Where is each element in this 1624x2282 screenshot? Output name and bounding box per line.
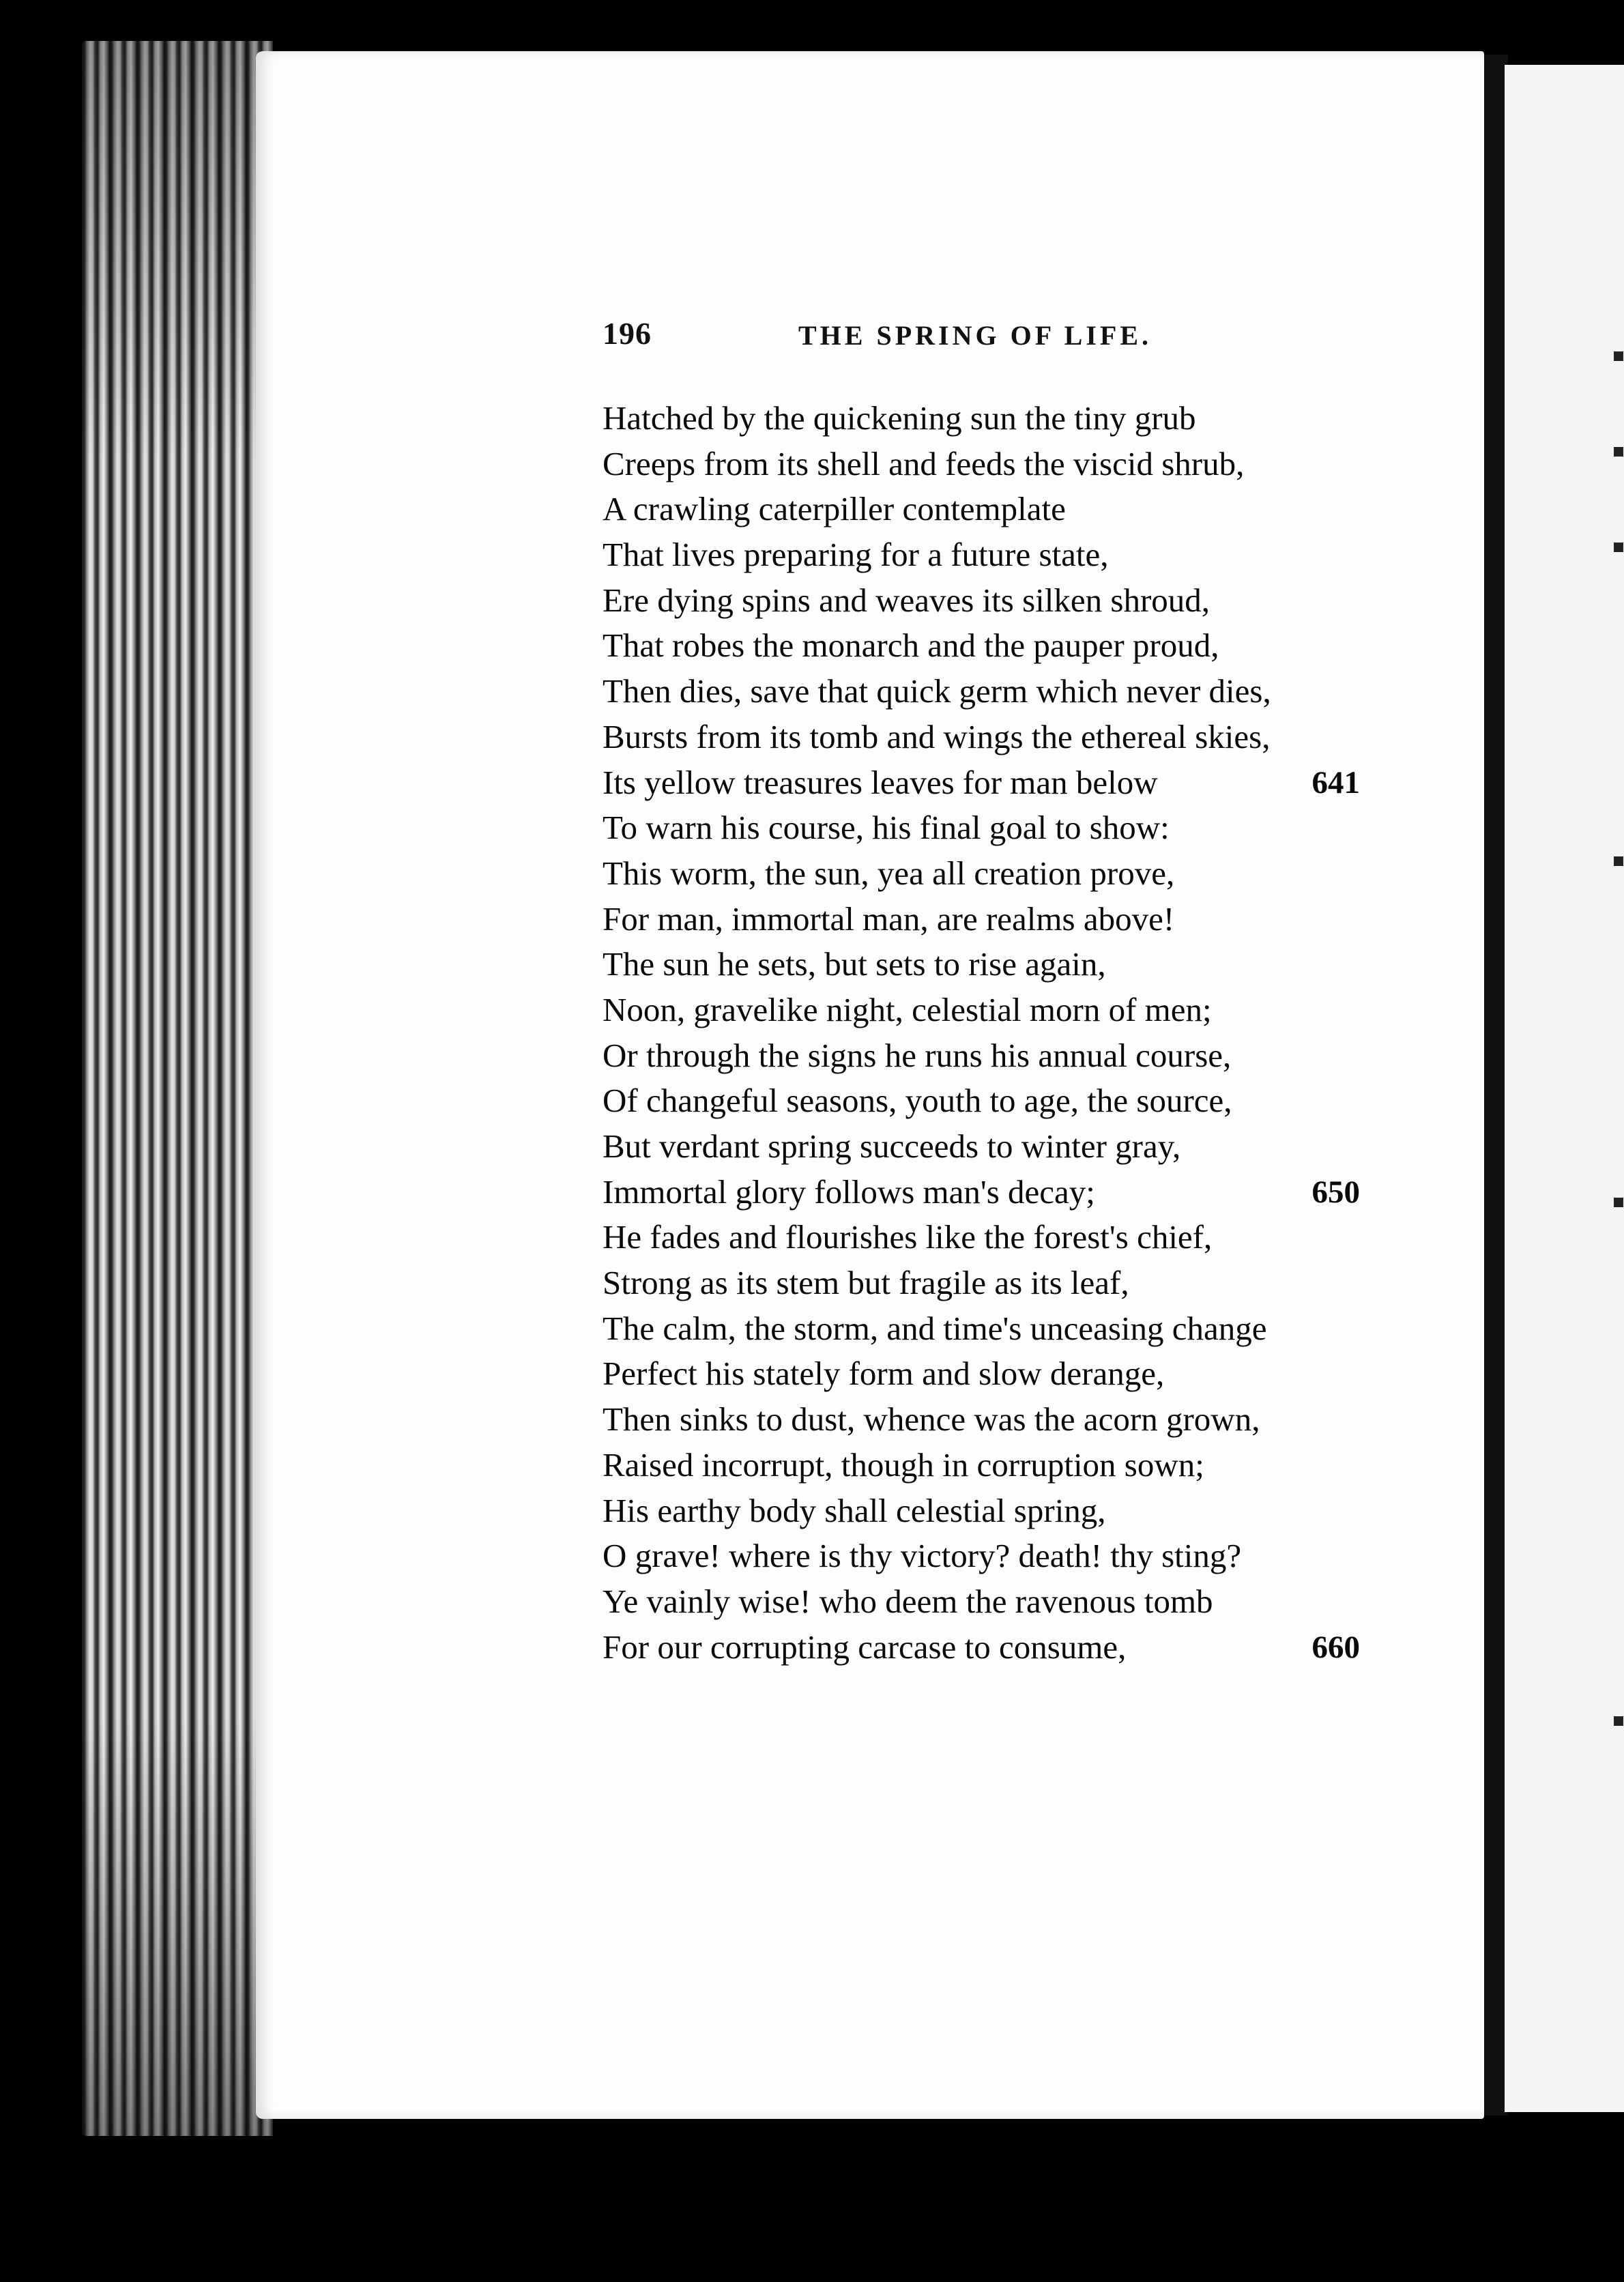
page-number: 196	[603, 316, 652, 351]
poem-line-text: For our corrupting carcase to consume,	[603, 1628, 1127, 1666]
poem-line	[603, 669, 1374, 714]
poem-line-text: Of changeful seasons, youth to age, the source,	[603, 1082, 1232, 1120]
poem-line	[603, 1443, 1374, 1488]
poem-line-text: Then sinks to dust, whence was the acorn grown,	[603, 1400, 1260, 1439]
poem-line	[603, 532, 1374, 578]
poem-line	[603, 1078, 1374, 1124]
poem-line	[603, 897, 1374, 942]
poem-line-text: For man, immortal man, are realms above!	[603, 899, 1175, 938]
poem-line-text: That robes the monarch and the pauper proud,	[603, 626, 1219, 665]
poem-line	[603, 623, 1374, 669]
poem-line-text: That lives preparing for a future state,	[603, 536, 1109, 574]
poem-line	[603, 851, 1374, 897]
running-title: THE SPRING OF LIFE.	[798, 320, 1152, 351]
book-gutter	[1481, 55, 1508, 2115]
poem-line	[603, 1488, 1374, 1534]
poem-line-text: To warn his course, his final goal to show:	[603, 809, 1170, 847]
poem-line-text: Perfect his stately form and slow derange,	[603, 1355, 1165, 1393]
poem-line	[603, 1215, 1374, 1260]
facing-page-print-mark	[1614, 447, 1623, 457]
facing-page-print-mark	[1614, 1198, 1623, 1207]
poem-line	[603, 1625, 1374, 1671]
poem-line-text: Raised incorrupt, though in corruption sown;	[603, 1445, 1204, 1484]
poem-line-text: Ye vainly wise! who deem the ravenous tomb	[603, 1582, 1213, 1620]
poem-line-text: He fades and flourishes like the forest's chief,	[603, 1218, 1213, 1256]
poem-line-text: Ere dying spins and weaves its silken shroud,	[603, 581, 1210, 619]
poem-line-text: Strong as its stem but fragile as its leaf,	[603, 1264, 1129, 1302]
line-number: 641	[1311, 764, 1360, 800]
poem-line	[603, 487, 1374, 532]
poem-line	[603, 1351, 1374, 1397]
poem-line	[603, 442, 1374, 487]
poem-line	[603, 1033, 1374, 1079]
poem-line	[603, 987, 1374, 1033]
poem-line	[603, 1170, 1374, 1215]
poem-line-text: Immortal glory follows man's decay;	[603, 1172, 1095, 1211]
poem-line	[603, 760, 1374, 806]
poem-line-text: Then dies, save that quick germ which never dies,	[603, 672, 1271, 710]
poem-line-text: O grave! where is thy victory? death! thy sting?	[603, 1537, 1242, 1575]
facing-page	[1505, 65, 1624, 2112]
poem-line	[603, 396, 1374, 442]
poem-line	[603, 805, 1374, 851]
poem-line	[603, 942, 1374, 987]
poem-line	[603, 1579, 1374, 1625]
poem-line-text: The calm, the storm, and time's unceasing change	[603, 1309, 1267, 1347]
poem-line	[603, 1306, 1374, 1352]
poem-line-text: A crawling caterpiller contemplate	[603, 490, 1066, 528]
poem-line-text: Its yellow treasures leaves for man below	[603, 763, 1158, 801]
poem-line	[603, 1124, 1374, 1170]
poem-line-text: His earthy body shall celestial spring,	[603, 1491, 1106, 1529]
page-edges-shadow	[82, 41, 273, 2136]
page-header	[603, 315, 1370, 356]
line-number: 650	[1311, 1174, 1360, 1210]
facing-page-print-mark	[1614, 856, 1623, 866]
poem-line	[603, 1533, 1374, 1579]
line-number: 660	[1311, 1629, 1360, 1665]
poem-line-text: Noon, gravelike night, celestial morn of men;	[603, 990, 1212, 1028]
facing-page-print-mark	[1614, 1716, 1623, 1726]
poem-line	[603, 714, 1374, 760]
poem-line-text: Bursts from its tomb and wings the ethereal skies,	[603, 717, 1271, 755]
poem-line	[603, 578, 1374, 624]
poem-line-text: But verdant spring succeeds to winter gray,	[603, 1127, 1181, 1165]
poem-line-text: The sun he sets, but sets to rise again,	[603, 945, 1106, 983]
facing-page-print-mark	[1614, 543, 1623, 552]
poem-line-text: This worm, the sun, yea all creation prove,	[603, 854, 1175, 892]
poem-body	[603, 396, 1374, 1670]
poem-line	[603, 1260, 1374, 1306]
poem-line	[603, 1397, 1374, 1443]
poem-line-text: Creeps from its shell and feeds the viscid shrub,	[603, 444, 1245, 482]
poem-line-text: Hatched by the quickening sun the tiny grub	[603, 399, 1196, 437]
poem-line-text: Or through the signs he runs his annual course,	[603, 1036, 1232, 1074]
facing-page-print-mark	[1614, 351, 1623, 361]
